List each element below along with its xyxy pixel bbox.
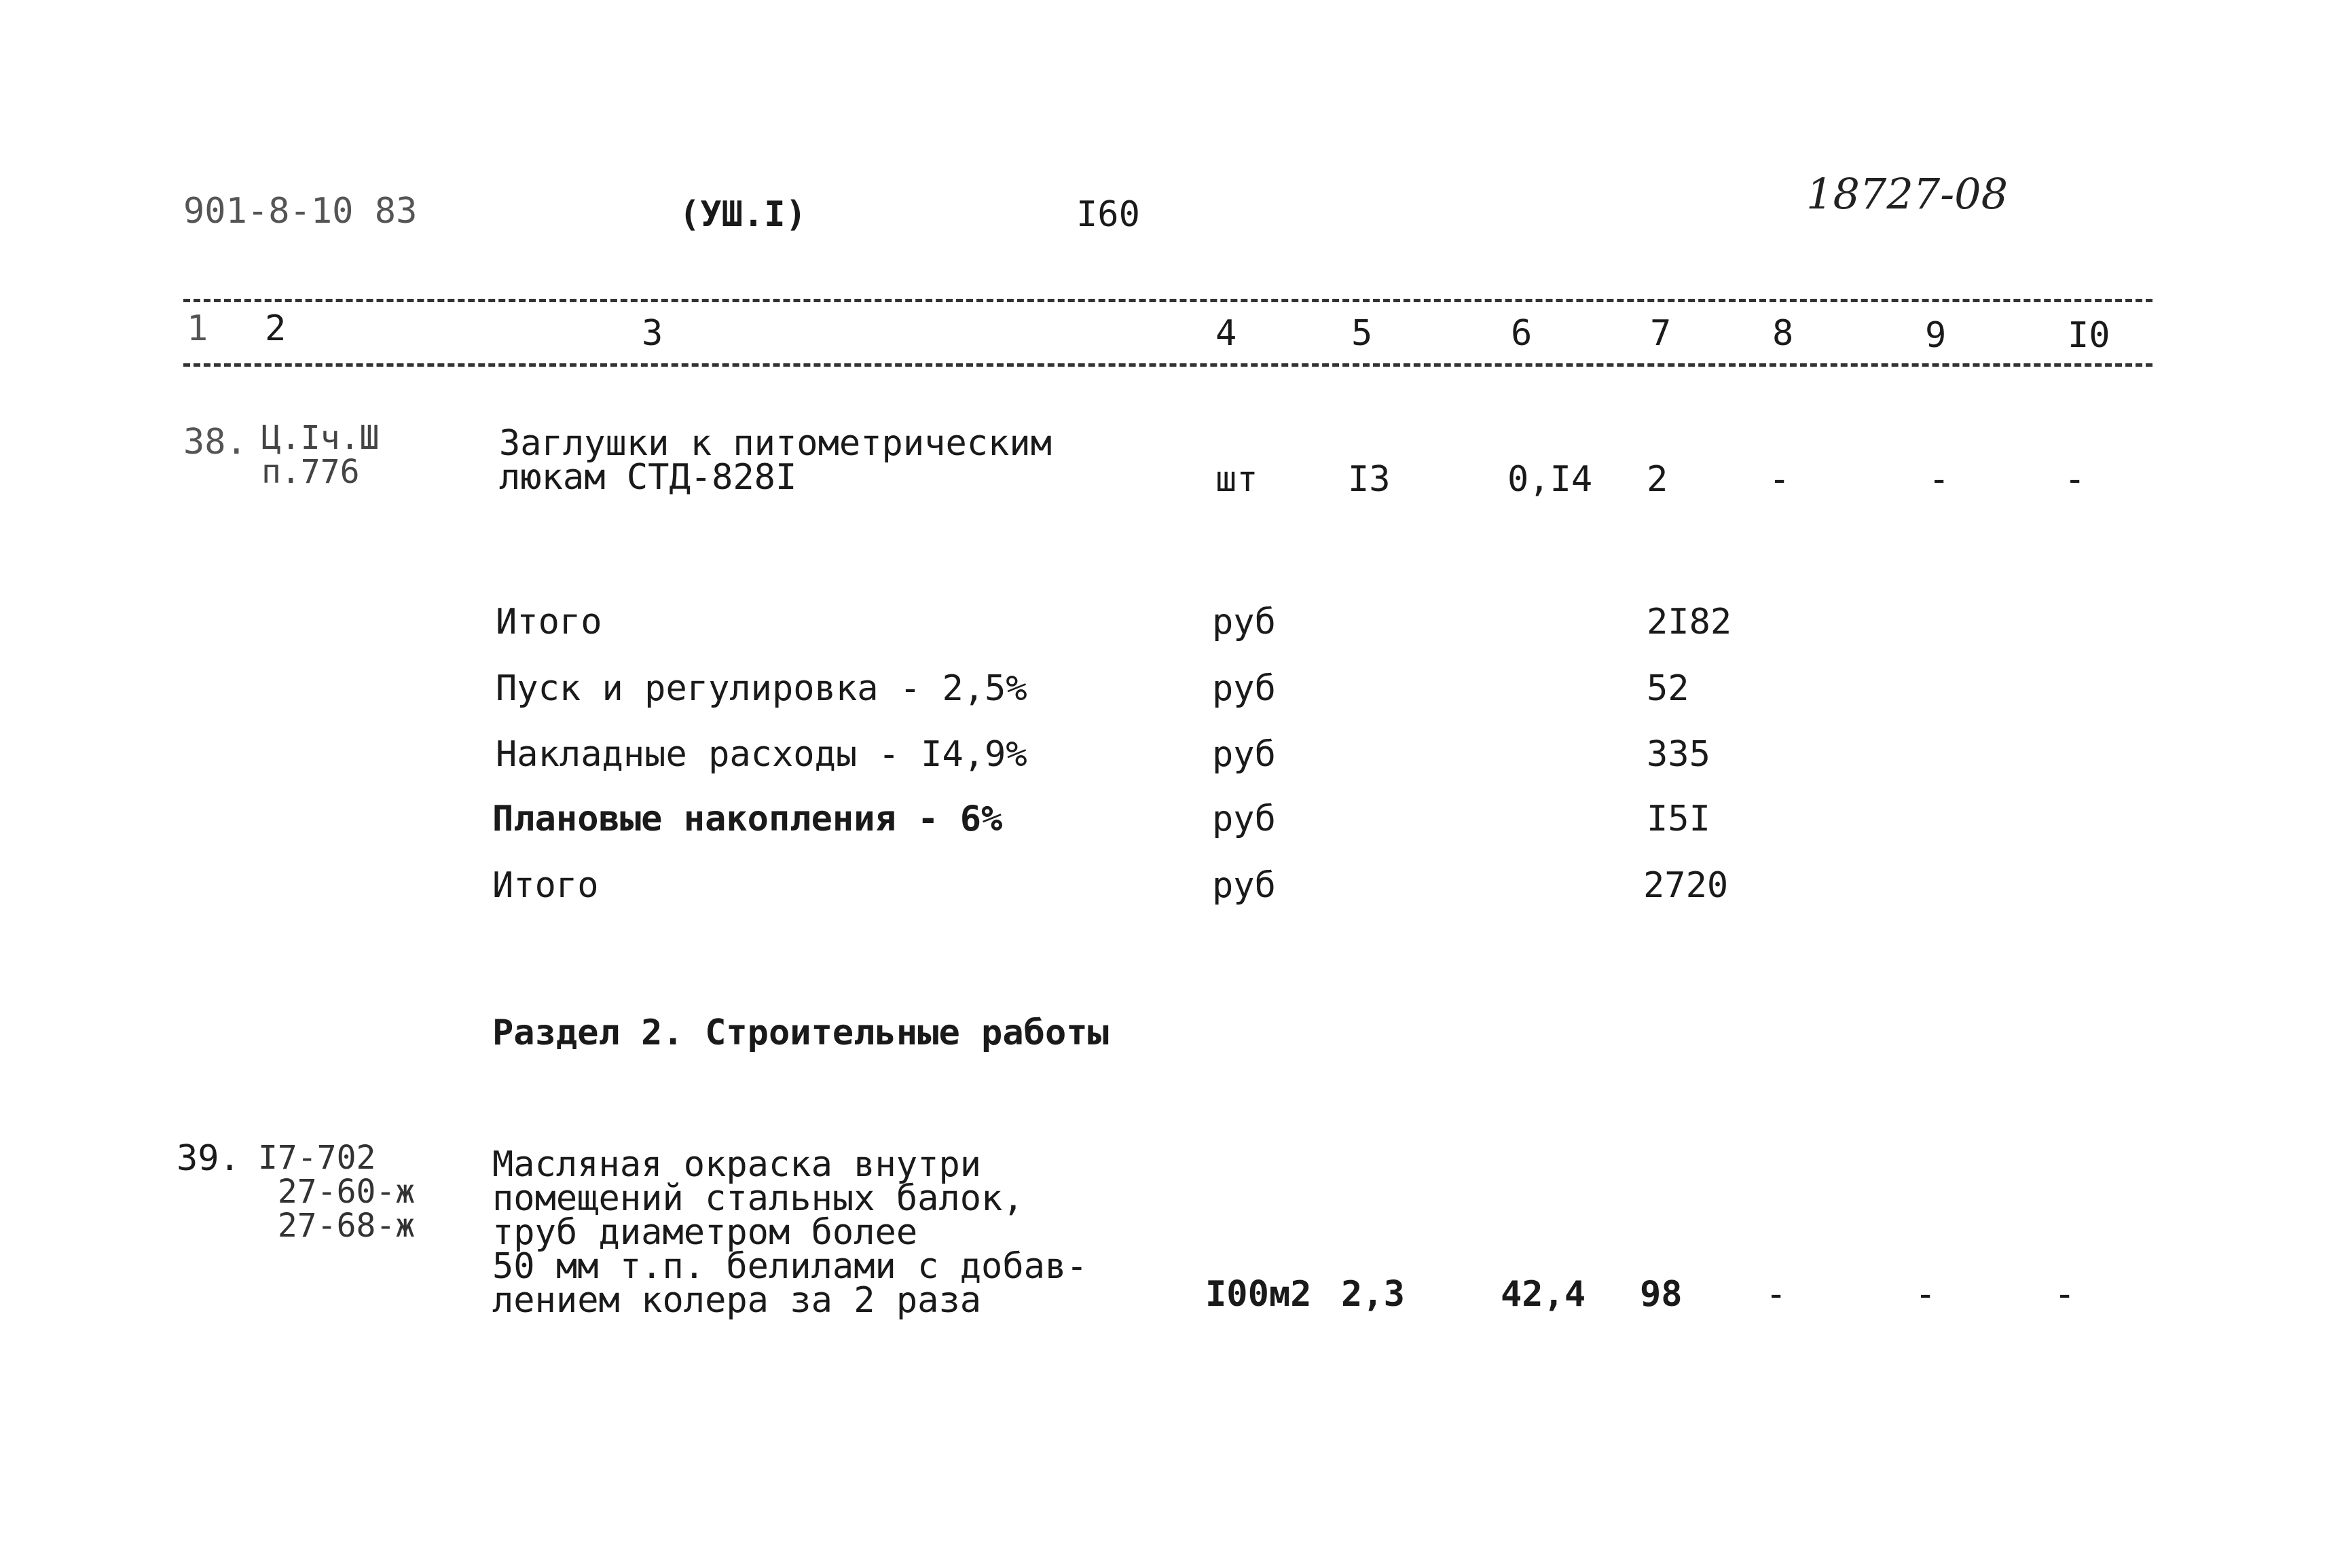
summary-unit-total: руб <box>1212 865 1276 906</box>
column-header-6: 6 <box>1511 313 1533 354</box>
row-38-total: 2 <box>1647 459 1668 500</box>
row-38-col8: - <box>1769 459 1791 500</box>
row-39-col10: - <box>2054 1274 2076 1315</box>
row-39-col9: - <box>1915 1274 1937 1315</box>
section-title: Раздел 2. Строительные работы <box>492 1013 1109 1053</box>
summary-unit-startup: руб <box>1212 668 1276 709</box>
summary-unit-overhead: руб <box>1212 734 1276 775</box>
row-38-quantity: I3 <box>1348 459 1391 500</box>
column-header-top-rule <box>183 299 2152 302</box>
page-number: I60 <box>1076 194 1140 235</box>
summary-value-total: 2720 <box>1643 865 1729 906</box>
row-39-description: Масляная окраска внутри помещений стальных балок, труб диаметром более 50 мм т.п. белилами с добав- лением колера за 2 раза <box>492 1144 1088 1321</box>
column-header-4: 4 <box>1215 313 1237 354</box>
row-39-col8: - <box>1765 1274 1787 1315</box>
row-39-total: 98 <box>1640 1274 1683 1315</box>
summary-label-overhead: Накладные расходы - I4,9% <box>496 734 1027 775</box>
row-38-description: Заглушки к питометрическим люкам СТД-828I <box>499 423 1052 498</box>
column-header-7: 7 <box>1650 313 1672 354</box>
row-39-unit-price: 42,4 <box>1501 1274 1586 1315</box>
summary-value-subtotal: 2I82 <box>1647 602 1732 642</box>
row-38-unit: шт <box>1215 459 1258 500</box>
column-header-3: 3 <box>642 313 663 354</box>
row-38-number: 38. <box>183 422 247 462</box>
summary-label-planned: Плановые накопления - 6% <box>492 799 1003 839</box>
column-header-2: 2 <box>265 308 287 349</box>
section-reference: (УШ.I) <box>679 194 807 235</box>
summary-unit-planned: руб <box>1212 799 1276 839</box>
summary-label-subtotal: Итого <box>496 602 602 642</box>
summary-value-planned: I5I <box>1647 799 1710 839</box>
summary-value-startup: 52 <box>1647 668 1689 709</box>
column-header-8: 8 <box>1772 313 1794 354</box>
column-header-1: 1 <box>187 308 208 349</box>
row-39-unit: I00м2 <box>1205 1274 1312 1315</box>
row-39-code: I7-702 27-60-ж 27-68-ж <box>258 1139 416 1245</box>
document-code: 901-8-10 83 <box>183 191 418 232</box>
summary-label-startup: Пуск и регулировка - 2,5% <box>496 668 1027 709</box>
row-39-number: 39. <box>177 1138 240 1179</box>
row-38-col9: - <box>1928 459 1950 500</box>
column-header-bottom-rule <box>183 363 2152 367</box>
column-header-5: 5 <box>1351 313 1373 354</box>
handwritten-number: 18727-08 <box>1806 169 2009 219</box>
row-39-quantity: 2,3 <box>1341 1274 1405 1315</box>
row-38-col10: - <box>2064 459 2086 500</box>
row-38-unit-price: 0,I4 <box>1507 459 1593 500</box>
row-38-code: Ц.Iч.Ш п.776 <box>261 419 380 491</box>
column-header-9: 9 <box>1925 315 1947 356</box>
summary-label-total: Итого <box>492 865 599 906</box>
column-header-10: I0 <box>2068 315 2110 356</box>
summary-unit-subtotal: руб <box>1212 602 1276 642</box>
summary-value-overhead: 335 <box>1647 734 1710 775</box>
